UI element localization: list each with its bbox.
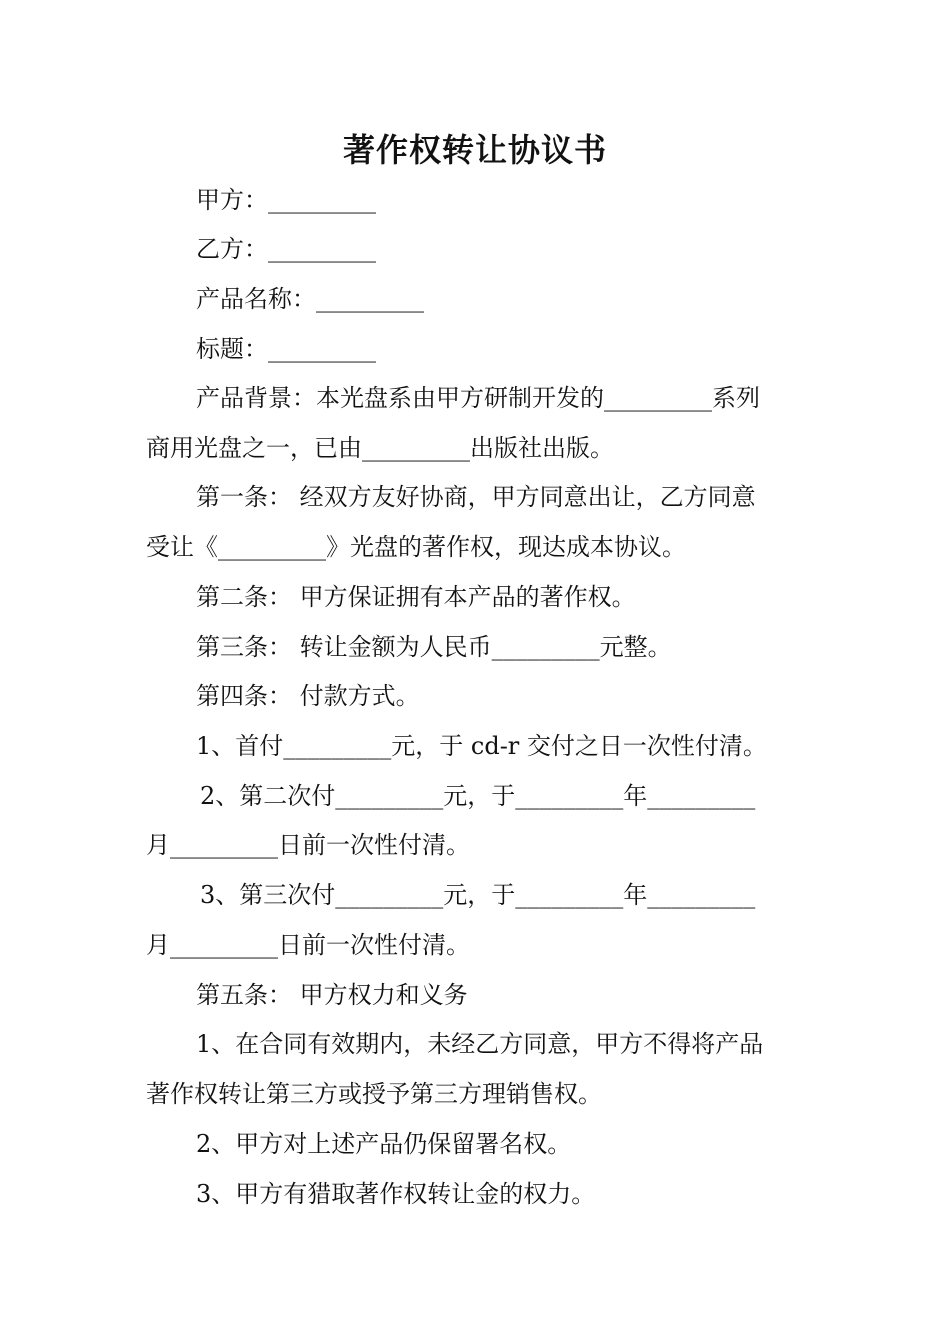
- duty-1-line-2: 著作权转让第三方或授予第三方理销售权。: [146, 1080, 602, 1108]
- background-line-2: 商用光盘之一，已由_________出版社出版。: [146, 434, 614, 462]
- article-5-line: 第五条： 甲方权力和义务: [196, 981, 468, 1009]
- duty-3-line: 3、甲方有猎取著作权转让金的权力。: [196, 1180, 596, 1208]
- party-a-line: 甲方：_________: [196, 186, 376, 214]
- payment-2-line-1: 2、第二次付_________元，于_________年_________: [200, 782, 756, 810]
- article-1-line-2: 受让《_________》光盘的著作权，现达成本协议。: [146, 533, 686, 561]
- document-title: 著作权转让协议书: [342, 131, 607, 169]
- product-name-line: 产品名称：_________: [196, 285, 424, 313]
- subject-line: 标题：_________: [196, 335, 376, 363]
- duty-2-line: 2、甲方对上述产品仍保留署名权。: [196, 1130, 572, 1158]
- payment-3-line-2: 月_________日前一次性付清。: [146, 931, 470, 959]
- article-2-line: 第二条： 甲方保证拥有本产品的著作权。: [196, 583, 636, 611]
- payment-3-line-1: 3、第三次付_________元，于_________年_________: [200, 881, 756, 909]
- background-line-1: 产品背景：本光盘系由甲方研制开发的_________系列: [196, 384, 760, 412]
- article-1-line-1: 第一条： 经双方友好协商，甲方同意出让，乙方同意: [196, 483, 756, 511]
- article-3-line: 第三条： 转让金额为人民币_________元整。: [196, 633, 672, 661]
- payment-2-line-2: 月_________日前一次性付清。: [146, 831, 470, 859]
- duty-1-line-1: 1、在合同有效期内，未经乙方同意，甲方不得将产品: [196, 1030, 764, 1058]
- article-4-line: 第四条： 付款方式。: [196, 682, 420, 710]
- payment-1-line: 1、首付_________元，于 cd-r 交付之日一次性付清。: [196, 732, 767, 760]
- party-b-line: 乙方：_________: [196, 235, 376, 263]
